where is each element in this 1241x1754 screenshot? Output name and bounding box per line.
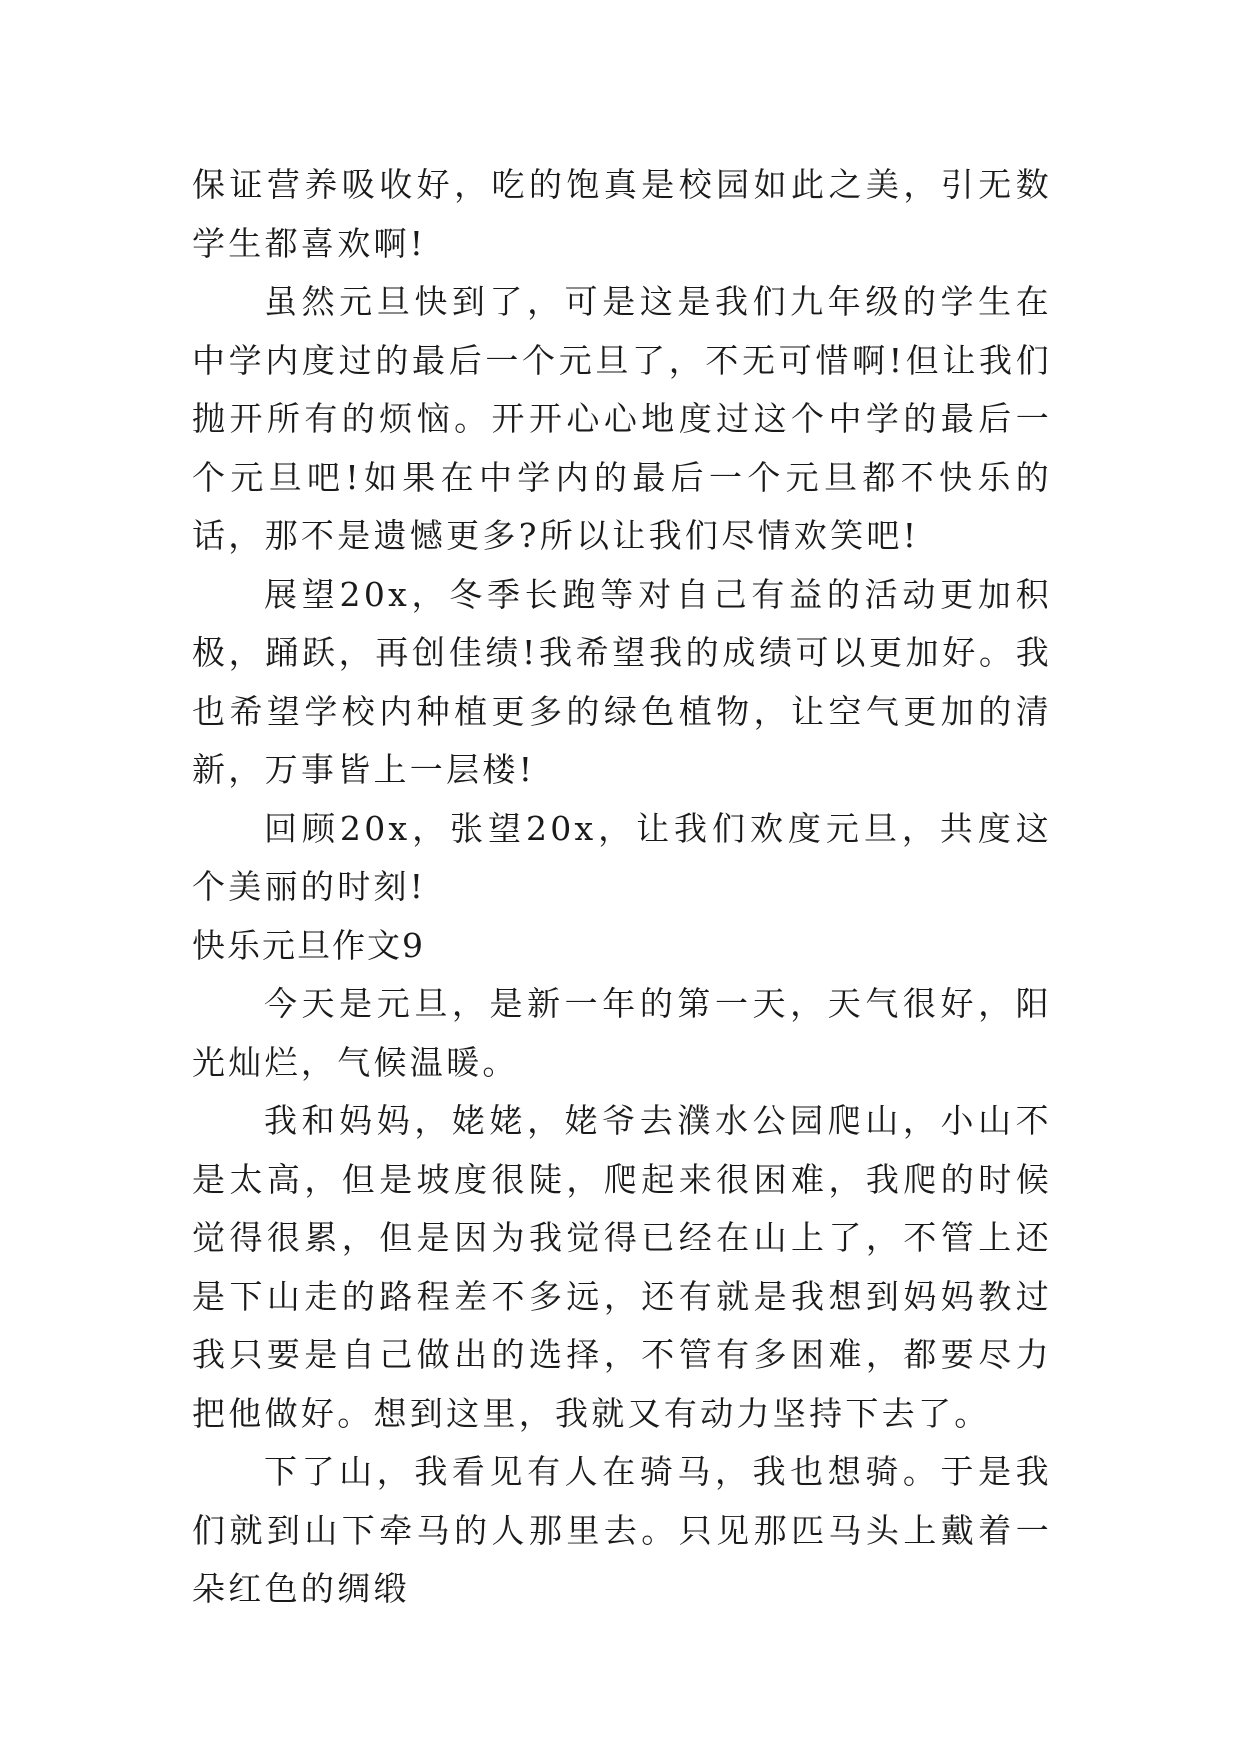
paragraph-1: 保证营养吸收好，吃的饱真是校园如此之美，引无数学生都喜欢啊! <box>192 165 1052 263</box>
paragraph-3: 展望20x，冬季长跑等对自己有益的活动更加积极，踊跃，再创佳绩!我希望我的成绩可以更加好。我也希望学校内种植更多的绿色植物，让空气更加的清新，万事皆上一层楼! <box>192 574 1052 789</box>
section-heading: 快乐元旦作文9 <box>192 925 425 965</box>
paragraph-2: 虽然元旦快到了，可是这是我们九年级的学生在中学内度过的最后一个元旦了，不无可惜啊!但让我们抛开所有的烦恼。开开心心地度过这个中学的最后一个元旦吧!如果在中学内的最后一个元旦都不快乐的话，那不是遗憾更多?所以让我们尽情欢笑吧! <box>192 282 1052 555</box>
document-body <box>192 156 1052 1619</box>
paragraph-7: 下了山，我看见有人在骑马，我也想骑。于是我们就到山下牵马的人那里去。只见那匹马头上戴着一朵红色的绸缎 <box>192 1452 1052 1608</box>
paragraph-6: 我和妈妈，姥姥，姥爷去濮水公园爬山，小山不是太高，但是坡度很陡，爬起来很困难，我爬的时候觉得很累，但是因为我觉得已经在山上了，不管上还是下山走的路程差不多远，还有就是我想到妈妈教过我只要是自己做出的选择，不管有多困难，都要尽力把他做好。想到这里，我就又有动力坚持下去了。 <box>192 1101 1052 1433</box>
paragraph-5: 今天是元旦，是新一年的第一天，天气很好，阳光灿烂，气候温暖。 <box>192 984 1052 1082</box>
paragraph-4: 回顾20x，张望20x，让我们欢度元旦，共度这个美丽的时刻! <box>192 808 1052 906</box>
